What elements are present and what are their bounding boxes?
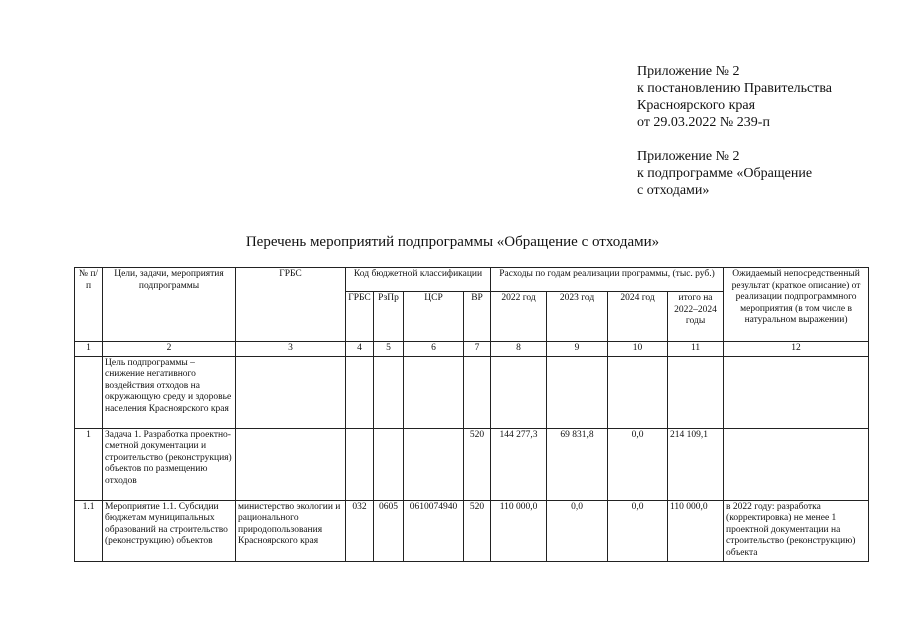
cell-name: Цель подпрограммы – снижение негативного воздействия отходов на окружающую среду и здоровье населения Красноярского края bbox=[103, 356, 236, 428]
cell-2022: 110 000,0 bbox=[491, 500, 547, 561]
cell-2024 bbox=[608, 356, 668, 428]
cell-num: 1.1 bbox=[75, 500, 103, 561]
appendix-line: Красноярского края bbox=[637, 98, 756, 113]
cell-2023: 69 831,8 bbox=[547, 428, 608, 500]
cell-grbs-code bbox=[346, 428, 374, 500]
cell-rzpr bbox=[374, 428, 404, 500]
cell-result bbox=[724, 428, 869, 500]
appendix-line: Приложение № 2 bbox=[637, 64, 740, 79]
column-number: 2 bbox=[103, 342, 236, 357]
header-result: Ожидаемый непосредственный результат (краткое описание) от реализации подпрограммного мероприятия (в том числе в натуральном выражении) bbox=[724, 268, 869, 342]
cell-total: 110 000,0 bbox=[668, 500, 724, 561]
cell-2023 bbox=[547, 356, 608, 428]
table-header-row bbox=[75, 268, 869, 292]
document-title: Перечень мероприятий подпрограммы «Обращение с отходами» bbox=[245, 234, 660, 250]
column-number: 5 bbox=[374, 342, 404, 357]
cell-2023: 0,0 bbox=[547, 500, 608, 561]
header-kbk: Код бюджетной классификации bbox=[346, 268, 491, 292]
header-goals: Цели, задачи, мероприятия подпрограммы bbox=[103, 268, 236, 342]
appendix-line: с отходами» bbox=[637, 183, 710, 198]
cell-total: 214 109,1 bbox=[668, 428, 724, 500]
column-number: 1 bbox=[75, 342, 103, 357]
appendix-block-government bbox=[637, 63, 832, 131]
cell-name: Мероприятие 1.1. Субсидии бюджетам муниципальных образований на строительство (реконструкцию) объектов bbox=[103, 500, 236, 561]
subheader-total: итого на 2022–2024 годы bbox=[668, 292, 724, 342]
subheader-csr: ЦСР bbox=[404, 292, 464, 342]
cell-2022: 144 277,3 bbox=[491, 428, 547, 500]
cell-csr bbox=[404, 356, 464, 428]
cell-grbs bbox=[236, 428, 346, 500]
cell-grbs: министерство экологии и рационального природопользования Красноярского края bbox=[236, 500, 346, 561]
cell-csr bbox=[404, 428, 464, 500]
column-number: 6 bbox=[404, 342, 464, 357]
subheader-2022: 2022 год bbox=[491, 292, 547, 342]
column-number: 10 bbox=[608, 342, 668, 357]
cell-csr: 0610074940 bbox=[404, 500, 464, 561]
cell-name: Задача 1. Разработка проектно-сметной документации и строительство (реконструкция) объектов по размещению отходов bbox=[103, 428, 236, 500]
cell-vr: 520 bbox=[464, 428, 491, 500]
column-number: 4 bbox=[346, 342, 374, 357]
header-num: № п/п bbox=[75, 268, 103, 342]
column-number: 7 bbox=[464, 342, 491, 357]
appendix-line: к постановлению Правительства bbox=[637, 81, 833, 96]
cell-vr bbox=[464, 356, 491, 428]
cell-2024: 0,0 bbox=[608, 500, 668, 561]
table-row-task bbox=[75, 428, 869, 500]
column-number: 9 bbox=[547, 342, 608, 357]
appendix-line: к подпрограмме «Обращение bbox=[637, 166, 813, 181]
cell-grbs bbox=[236, 356, 346, 428]
table-row-measure bbox=[75, 500, 869, 561]
column-number: 11 bbox=[668, 342, 724, 357]
header-grbs: ГРБС bbox=[236, 268, 346, 342]
cell-num: 1 bbox=[75, 428, 103, 500]
cell-grbs-code: 032 bbox=[346, 500, 374, 561]
subheader-2024: 2024 год bbox=[608, 292, 668, 342]
measures-table bbox=[74, 267, 869, 562]
cell-vr: 520 bbox=[464, 500, 491, 561]
cell-result: в 2022 году: разработка (корректировка) не менее 1 проектной документации на строительство (реконструкцию) объекта bbox=[724, 500, 869, 561]
subheader-vr: ВР bbox=[464, 292, 491, 342]
subheader-2023: 2023 год bbox=[547, 292, 608, 342]
cell-rzpr: 0605 bbox=[374, 500, 404, 561]
cell-2024: 0,0 bbox=[608, 428, 668, 500]
cell-result bbox=[724, 356, 869, 428]
cell-grbs-code bbox=[346, 356, 374, 428]
appendix-line: от 29.03.2022 № 239-п bbox=[637, 115, 770, 130]
column-number: 8 bbox=[491, 342, 547, 357]
column-number: 3 bbox=[236, 342, 346, 357]
cell-2022 bbox=[491, 356, 547, 428]
column-number: 12 bbox=[724, 342, 869, 357]
subheader-rzpr: РзПр bbox=[374, 292, 404, 342]
header-expenses: Расходы по годам реализации программы, (тыс. руб.) bbox=[491, 268, 724, 292]
cell-total bbox=[668, 356, 724, 428]
appendix-block-subprogram bbox=[637, 148, 812, 199]
subheader-grbs: ГРБС bbox=[346, 292, 374, 342]
cell-num bbox=[75, 356, 103, 428]
cell-rzpr bbox=[374, 356, 404, 428]
appendix-line: Приложение № 2 bbox=[637, 149, 740, 164]
table-row-goal bbox=[75, 356, 869, 428]
column-number-row bbox=[75, 342, 869, 357]
